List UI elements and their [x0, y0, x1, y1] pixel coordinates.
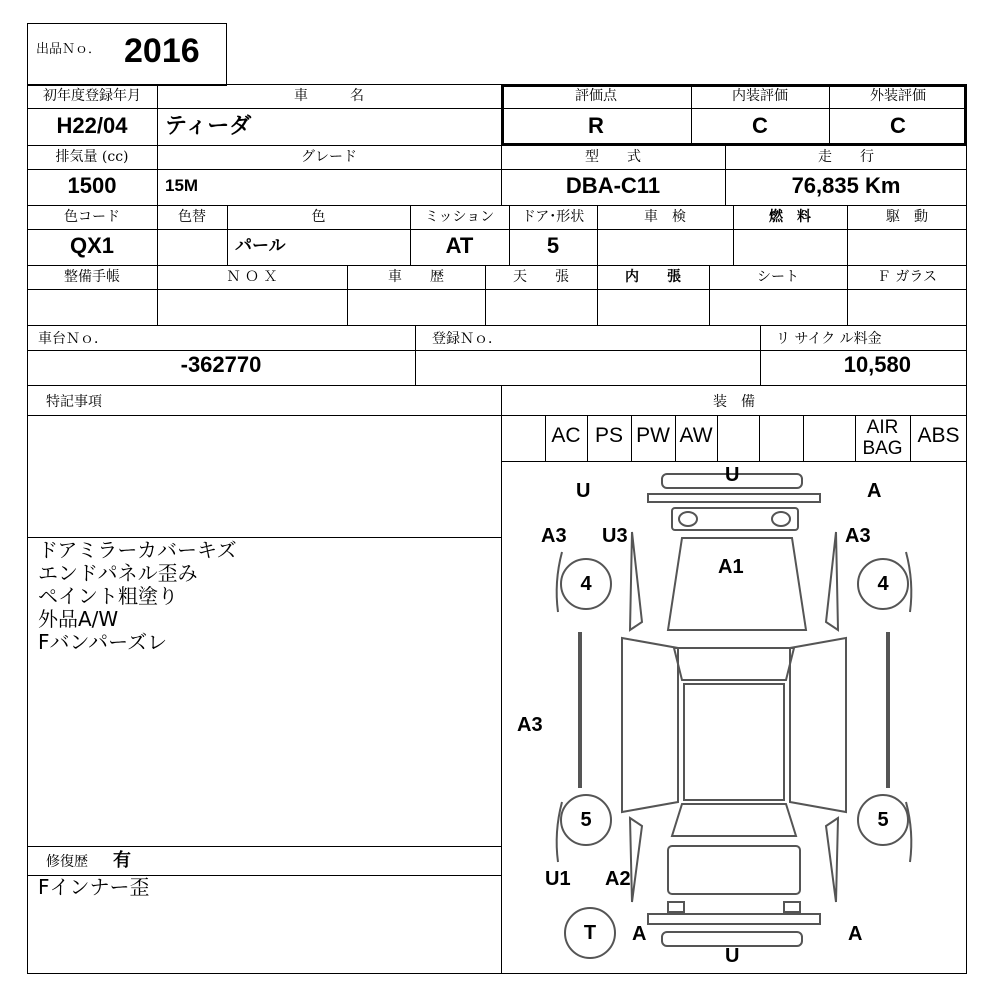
color-code-value: QX1: [69, 233, 115, 258]
mileage-value: 76,835 Km: [791, 173, 901, 198]
chassis-value: -362770: [180, 352, 262, 377]
tire-front-left: 4: [560, 558, 612, 610]
tire-rear-left: 5: [560, 794, 612, 846]
fglass-label: Ｆ ガラス: [876, 269, 938, 285]
trunk: [668, 846, 800, 894]
equipment-label: 装 備: [713, 394, 755, 410]
spare-tire: T: [564, 907, 616, 959]
color-value: パール: [235, 236, 286, 256]
recycle-value: 10,580: [843, 352, 911, 377]
damage-mark: A: [632, 923, 647, 945]
lot-label: 出品Ｎｏ．: [36, 42, 102, 57]
damage-mark: A1: [718, 556, 744, 578]
tire-rear-right: 5: [857, 794, 909, 846]
displacement-value: 1500: [67, 173, 117, 198]
trim-label: 内 張: [625, 269, 681, 285]
grade-value: 15M: [165, 176, 199, 195]
color-label: 色: [311, 209, 326, 225]
exterior-value: C: [890, 113, 906, 138]
model-value: DBA-C11: [565, 173, 661, 198]
notes-label: 特記事項: [46, 394, 102, 410]
chassis-label: 車台Ｎｏ．: [38, 331, 108, 347]
nox-label: Ｎ Ｏ Ｘ: [226, 269, 278, 285]
recycle-label: リ サイク ル料金: [776, 331, 882, 347]
mission-label: ミッション: [424, 209, 495, 225]
hood: [668, 538, 806, 630]
car-name-value: ティーダ: [165, 113, 252, 138]
mission-value: AT: [445, 233, 474, 258]
inspection-label: 車 検: [644, 209, 686, 225]
displacement-label: 排気量 (cc): [55, 149, 129, 165]
damage-mark: U1: [545, 868, 571, 890]
damage-mark: A2: [605, 868, 631, 890]
damage-mark: A3: [845, 525, 871, 547]
damage-mark: U3: [602, 525, 628, 547]
door-value: 5: [546, 233, 560, 258]
grade-label: グレード: [301, 149, 357, 165]
damage-mark: A: [867, 480, 882, 502]
equipment-pw: PW: [636, 424, 670, 447]
notes-text: ドアミラーカバーキズ エンドパネル歪み ペイント粗塗り 外品A/W Fバンパーズレ: [38, 538, 237, 654]
equipment-airbag: AIR BAG: [862, 417, 903, 459]
right-fender: [826, 532, 838, 630]
damage-mark: U: [725, 945, 740, 967]
windshield: [674, 648, 794, 680]
maint-label: 整備手帳: [64, 269, 120, 285]
door-label: ドア･形状: [521, 209, 585, 225]
rear-window: [672, 804, 796, 836]
damage-mark: U: [725, 464, 740, 486]
left-doors: [622, 638, 678, 812]
left-quarter: [630, 818, 642, 902]
color-code-label: 色コード: [64, 209, 120, 225]
first-reg-value: H22/04: [56, 113, 128, 138]
car-name-label: 車 名: [294, 88, 364, 104]
repair-text: Fインナー歪: [38, 875, 150, 899]
tire-front-right: 4: [857, 558, 909, 610]
roof: [684, 684, 784, 800]
history-label: 車 歴: [388, 269, 444, 285]
rear-bumper: [648, 914, 820, 924]
repair-label: 修復歴: [46, 854, 88, 870]
reg-no-label: 登録Ｎｏ．: [432, 331, 502, 347]
damage-mark: A3: [517, 714, 543, 736]
front-bumper: [648, 494, 820, 502]
interior-label: 内装評価: [732, 88, 788, 104]
fuel-label: 燃 料: [769, 209, 811, 225]
exterior-label: 外装評価: [870, 88, 926, 104]
score-label: 評価点: [575, 88, 617, 104]
equipment-aw: AW: [679, 424, 713, 447]
seat-label: シート: [757, 269, 799, 285]
equipment-ac: AC: [551, 424, 581, 447]
damage-mark: U: [576, 480, 591, 502]
right-doors: [790, 638, 846, 812]
repair-value: 有: [113, 850, 131, 871]
damage-mark: A: [848, 923, 863, 945]
left-fender: [630, 532, 642, 630]
right-quarter: [826, 818, 838, 902]
equipment-ps: PS: [594, 424, 623, 447]
equipment-abs: ABS: [917, 424, 960, 447]
roof-label: 天 張: [513, 269, 569, 285]
interior-value: C: [752, 113, 768, 138]
damage-mark: A3: [541, 525, 567, 547]
car-diagram: [502, 462, 966, 973]
color-change-label: 色替: [178, 209, 206, 225]
model-label: 型 式: [585, 149, 641, 165]
mileage-label: 走 行: [818, 149, 874, 165]
lot-number: 2016: [124, 32, 200, 70]
drive-label: 駆 動: [886, 209, 928, 225]
first-reg-label: 初年度登録年月: [43, 88, 141, 104]
score-value: R: [588, 113, 604, 138]
